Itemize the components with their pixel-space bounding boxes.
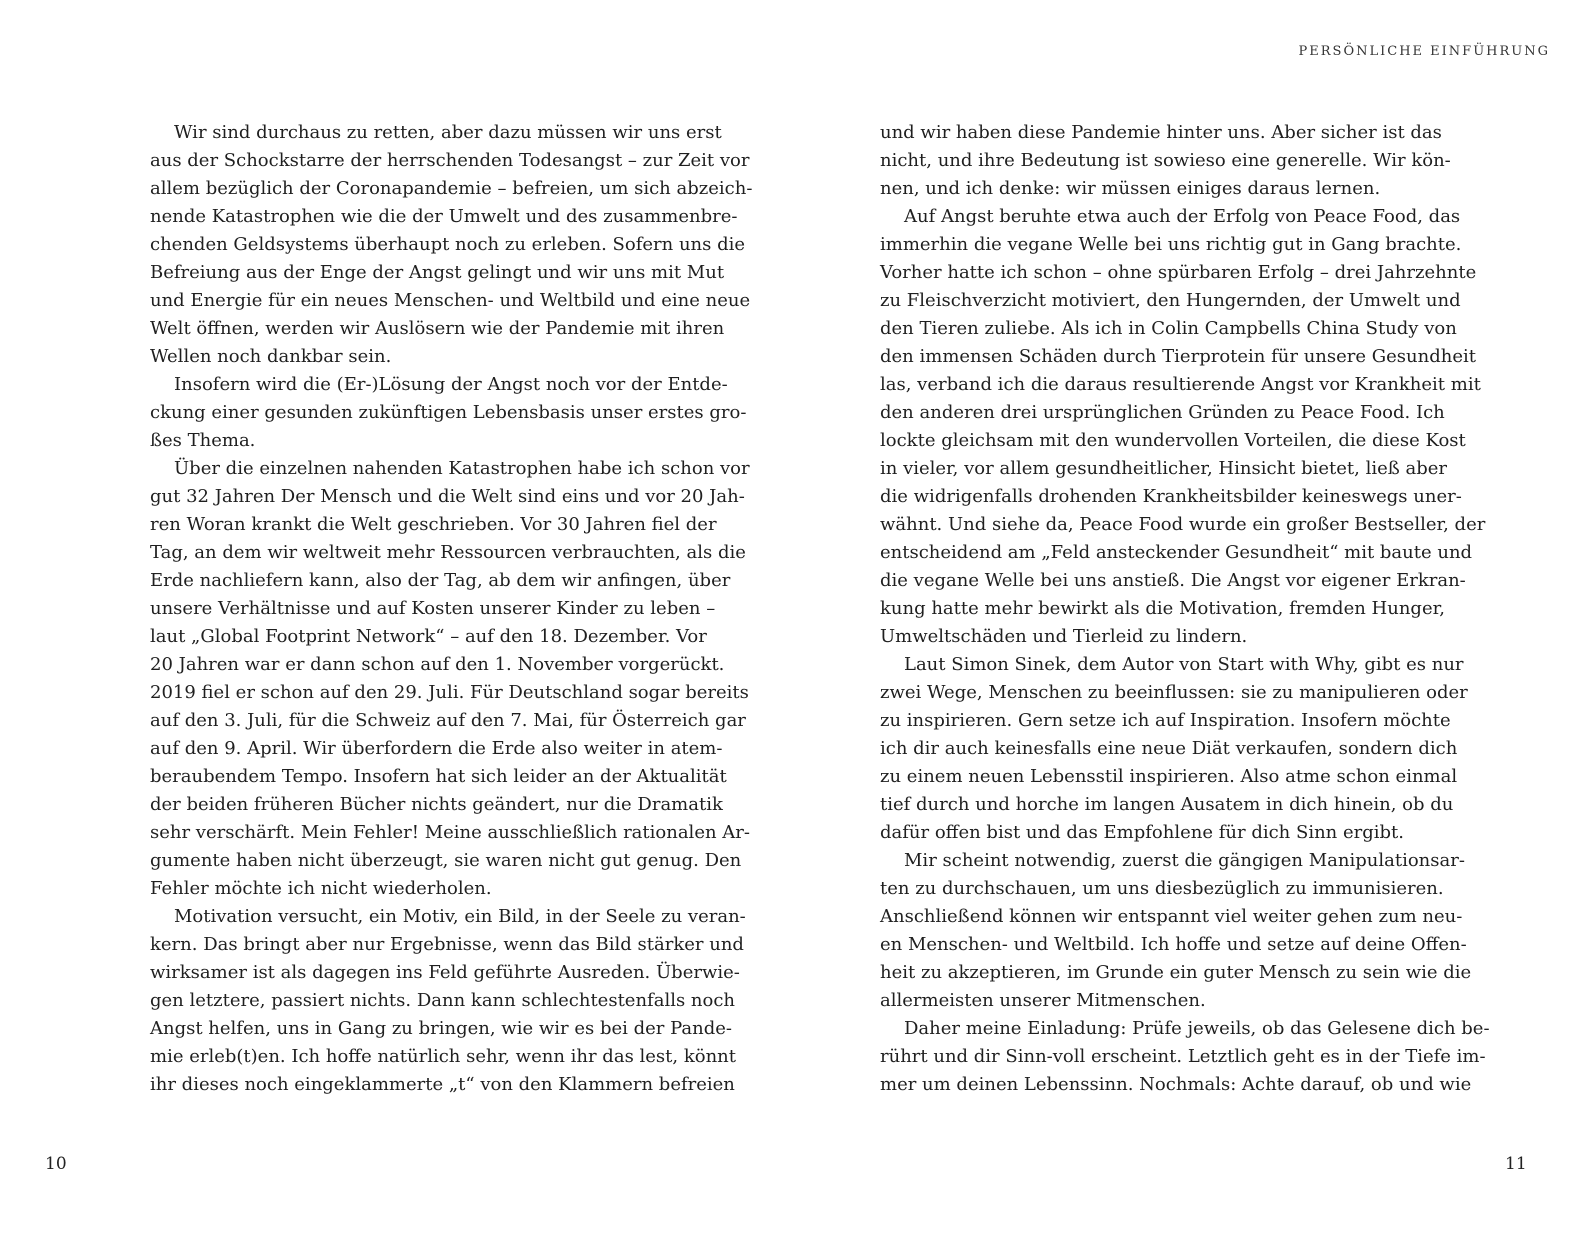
right-page-text: [880, 119, 1490, 1099]
text-line: sehr verschärft. Mein Fehler! Meine ausschließlich rationalen Ar-: [150, 822, 750, 843]
running-header: PERSÖNLICHE EINFÜHRUNG: [1298, 44, 1550, 59]
text-line: wähnt. Und siehe da, Peace Food wurde ein großer Bestseller, der: [880, 514, 1486, 535]
text-line: nende Katastrophen wie die der Umwelt und des zusammenbre-: [150, 206, 738, 227]
text-line: Angst helfen, uns in Gang zu bringen, wie wir es bei der Pande-: [150, 1018, 732, 1039]
text-line: Erde nachliefern kann, also der Tag, ab dem wir anfingen, über: [150, 570, 731, 591]
right-page-number: 11: [1505, 1154, 1527, 1174]
left-page-text: [150, 119, 753, 1099]
text-line: den Tieren zuliebe. Als ich in Colin Campbells China Study von: [880, 318, 1457, 339]
text-line: ihr dieses noch eingeklammerte „t“ von den Klammern befreien: [150, 1074, 735, 1095]
text-line: der beiden früheren Bücher nichts geändert, nur die Dramatik: [150, 794, 723, 815]
text-line: und wir haben diese Pandemie hinter uns. Aber sicher ist das: [880, 122, 1442, 143]
text-line: Tag, an dem wir weltweit mehr Ressourcen verbrauchten, als die: [150, 542, 746, 563]
text-line: zu einem neuen Lebensstil inspirieren. Also atme schon einmal: [880, 766, 1458, 787]
text-line: beraubendem Tempo. Insofern hat sich leider an der Aktualität: [150, 766, 727, 787]
text-line: dafür offen bist und das Empfohlene für dich Sinn ergibt.: [880, 822, 1405, 843]
text-line: heit zu akzeptieren, im Grunde ein guter Mensch zu sein wie die: [880, 962, 1472, 983]
text-line: wirksamer ist als dagegen ins Feld geführte Ausreden. Überwie-: [150, 962, 740, 983]
text-line: in vieler, vor allem gesundheitlicher, Hinsicht bietet, ließ aber: [880, 458, 1447, 479]
text-line: chenden Geldsystems überhaupt noch zu erleben. Sofern uns die: [150, 234, 746, 255]
text-line: Motivation versucht, ein Motiv, ein Bild, in der Seele zu veran-: [174, 906, 746, 927]
text-line: Wir sind durchaus zu retten, aber dazu müssen wir uns erst: [174, 122, 722, 143]
text-line: ten zu durchschauen, um uns diesbezüglich zu immunisieren.: [880, 878, 1444, 899]
text-line: auf den 3. Juli, für die Schweiz auf den 7. Mai, für Österreich gar: [150, 710, 746, 731]
text-line: kern. Das bringt aber nur Ergebnisse, wenn das Bild stärker und: [150, 934, 744, 955]
text-line: immerhin die vegane Welle bei uns richtig gut in Gang brachte.: [880, 234, 1462, 255]
text-line: ich dir auch keinesfalls eine neue Diät verkaufen, sondern dich: [880, 738, 1458, 759]
text-line: kung hatte mehr bewirkt als die Motivation, fremden Hunger,: [880, 598, 1445, 619]
left-page-number: 10: [45, 1154, 67, 1174]
text-line: allem bezüglich der Coronapandemie – befreien, um sich abzeich-: [150, 178, 753, 199]
text-line: Daher meine Einladung: Prüfe jeweils, ob das Gelesene dich be-: [904, 1018, 1490, 1039]
text-line: auf den 9. April. Wir überfordern die Erde also weiter in atem-: [150, 738, 723, 759]
text-line: las, verband ich die daraus resultierende Angst vor Krankheit mit: [880, 374, 1481, 395]
text-line: zwei Wege, Menschen zu beeinflussen: sie zu manipulieren oder: [880, 682, 1468, 703]
text-line: zu Fleischverzicht motiviert, den Hungernden, der Umwelt und: [880, 290, 1461, 311]
text-line: die widrigenfalls drohenden Krankheitsbilder keineswegs uner-: [880, 486, 1462, 507]
text-line: 2019 fiel er schon auf den 29. Juli. Für Deutschland sogar bereits: [150, 682, 749, 703]
text-line: Insofern wird die (Er-)Lösung der Angst noch vor der Entde-: [174, 374, 728, 395]
text-line: allermeisten unserer Mitmenschen.: [880, 990, 1206, 1011]
text-line: aus der Schockstarre der herrschenden Todesangst – zur Zeit vor: [150, 150, 750, 171]
text-line: Wellen noch dankbar sein.: [150, 346, 392, 367]
text-line: laut „Global Footprint Network“ – auf den 18. Dezember. Vor: [150, 626, 707, 647]
text-line: den immensen Schäden durch Tierprotein für unsere Gesundheit: [880, 346, 1476, 367]
text-line: ßes Thema.: [150, 430, 256, 451]
text-line: Auf Angst beruhte etwa auch der Erfolg von Peace Food, das: [904, 206, 1461, 227]
text-line: Mir scheint notwendig, zuerst die gängigen Manipulationsar-: [904, 850, 1465, 871]
text-line: ren Woran krankt die Welt geschrieben. Vor 30 Jahren fiel der: [150, 514, 717, 535]
text-line: Welt öffnen, werden wir Auslösern wie der Pandemie mit ihren: [150, 318, 725, 339]
text-line: die vegane Welle bei uns anstieß. Die Angst vor eigener Erkran-: [880, 570, 1466, 591]
text-line: gen letztere, passiert nichts. Dann kann schlechtestenfalls noch: [150, 990, 736, 1011]
text-line: gut 32 Jahren Der Mensch und die Welt sind eins und vor 20 Jah-: [150, 486, 745, 507]
text-line: Über die einzelnen nahenden Katastrophen habe ich schon vor: [174, 458, 750, 479]
text-line: mer um deinen Lebenssinn. Nochmals: Achte darauf, ob und wie: [880, 1074, 1472, 1095]
text-line: 20 Jahren war er dann schon auf den 1. November vorgerückt.: [150, 654, 725, 675]
text-line: Fehler möchte ich nicht wiederholen.: [150, 878, 492, 899]
text-line: ckung einer gesunden zukünftigen Lebensbasis unser erstes gro-: [150, 402, 747, 423]
text-line: unsere Verhältnisse und auf Kosten unserer Kinder zu leben –: [150, 598, 716, 619]
text-line: tief durch und horche im langen Ausatem in dich hinein, ob du: [880, 794, 1454, 815]
text-line: Vorher hatte ich schon – ohne spürbaren Erfolg – drei Jahrzehnte: [880, 262, 1477, 283]
text-line: nicht, und ihre Bedeutung ist sowieso eine generelle. Wir kön-: [880, 150, 1451, 171]
text-line: entscheidend am „Feld ansteckender Gesundheit“ mit baute und: [880, 542, 1473, 563]
text-line: rührt und dir Sinn-voll erscheint. Letztlich geht es in der Tiefe im-: [880, 1046, 1486, 1067]
text-line: den anderen drei ursprünglichen Gründen zu Peace Food. Ich: [880, 402, 1445, 423]
text-line: Laut Simon Sinek, dem Autor von Start with Why, gibt es nur: [904, 654, 1464, 675]
text-line: gumente haben nicht überzeugt, sie waren nicht gut genug. Den: [150, 850, 742, 871]
text-line: Anschließend können wir entspannt viel weiter gehen zum neu-: [880, 906, 1463, 927]
text-line: Befreiung aus der Enge der Angst gelingt und wir uns mit Mut: [150, 262, 725, 283]
text-line: en Menschen- und Weltbild. Ich hoffe und setze auf deine Offen-: [880, 934, 1467, 955]
text-line: Umweltschäden und Tierleid zu lindern.: [880, 626, 1248, 647]
text-line: zu inspirieren. Gern setze ich auf Inspiration. Insofern möchte: [880, 710, 1451, 731]
text-line: mie erleb(t)en. Ich hoffe natürlich sehr, wenn ihr das lest, könnt: [150, 1046, 737, 1067]
text-line: nen, und ich denke: wir müssen einiges daraus lernen.: [880, 178, 1381, 199]
text-line: und Energie für ein neues Menschen- und Weltbild und eine neue: [150, 290, 751, 311]
text-line: lockte gleichsam mit den wundervollen Vorteilen, die diese Kost: [880, 430, 1466, 451]
